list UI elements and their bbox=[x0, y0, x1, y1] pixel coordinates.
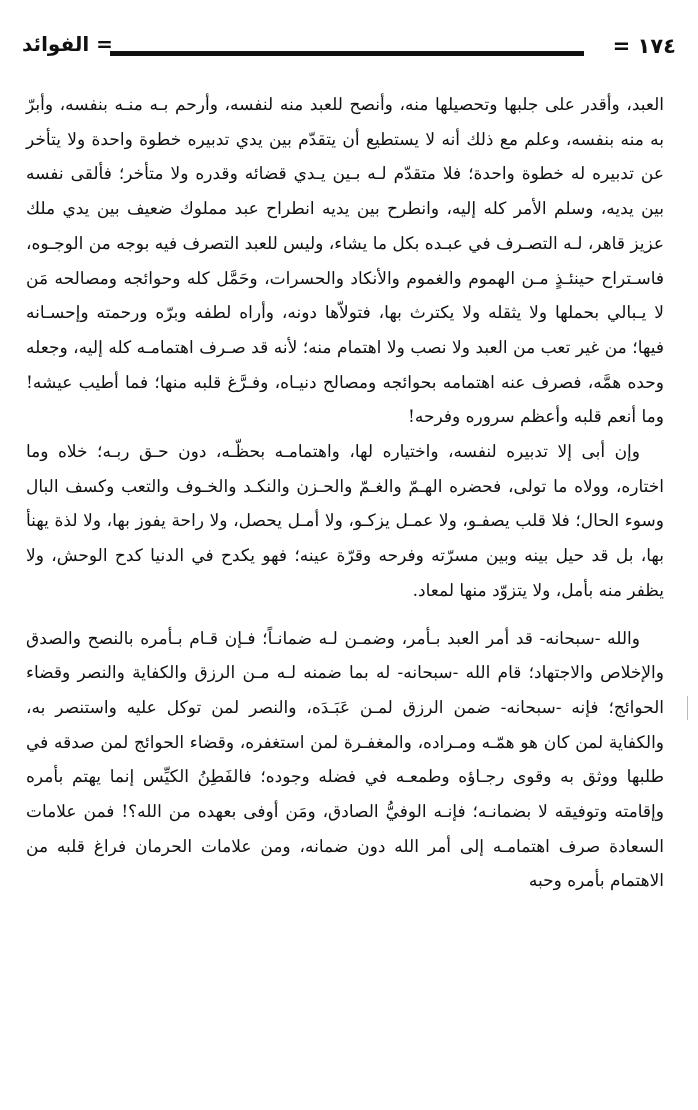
header-rule bbox=[110, 51, 584, 56]
page-header bbox=[22, 30, 676, 66]
page-number: ١٧٤ = bbox=[612, 34, 676, 58]
margin-mark bbox=[687, 696, 688, 720]
body-text bbox=[26, 88, 664, 899]
paragraph-3: والله -سبحانه- قد أمر العبد بـأمر، وضمـن لـه ضمانـاً؛ فـإن قـام بـأمره بالنصح والصدق والإخلاص والاجتهاد؛ قام الله -سبحانه- له بما ضمنه لـه مـن الرزق والكفاية والنصر وقضاء الحوائج؛ فإنه -سبحانه- ضمن الرزق لمـن عَبَـدَه، والنصر لمن توكل عليه واستنصر به، والكفاية لمن كان هو همّـه ومـراده، والمغفـرة لمن استغفره، وقضاء الحوائج لمن صدقه في طلبها ووثق به وقوى رجـاؤه وطمعـه في فضله وجوده؛ فالفَطِنُ الكيِّس إنما يهتم بأمره وإقامته وتوفيقه لا بضمانـه؛ فإنـه الوفيُّ الصادق، ومَن أوفى بعهده من الله؟! فمن علامات السعادة صرف اهتمامـه إلى أمر الله دون ضمانه، ومن علامات الحرمان فراغ قلبه من الاهتمام بأمره وحبه bbox=[26, 628, 664, 892]
paragraph-1: العبد، وأقدر على جلبها وتحصيلها منه، وأنصح للعبد منه لنفسه، وأرحم بـه منـه بنفسه، وأبرّ به منه بنفسه، وعلم مع ذلك أنه لا يستطيع أن يتقدّم بين يدي تدبيره خطوة واحدة ولا يتأخر عن تدبيره له خطوة واحدة؛ فلا متقدّم لـه بـين يـدي قضائه وقدره ولا متأخر؛ فألقى نفسه بين يديه، وسلم الأمر كله إليه، وانطرح بين يديه انطراح عبد مملوك ضعيف بين يدي ملك عزيز قاهر، لـه التصـرف في عبـده بكل ما يشاء، وليس للعبد التصرف فيه بوجه من الوجـوه، فاسـتراح حينئـذٍ مـن الهموم والغموم والأنكاد والحسرات، وحَمَّل كله وحوائجه ومصالحه مَن لا يـبالي بحملها ولا يثقله ولا يكترث بها، فتولاّها دونه، وأراه لطفه وبرّه ورحمته وإحسـانه فيها؛ من غير تعب من العبد ولا نصب ولا اهتمام منه؛ لأنه قد صـرف اهتمامـه كله إليه، وجعله وحده همَّه، فصرف عنه اهتمامه بحوائجه ومصالح دنيـاه، وفـرَّغ قلبه منها؛ فما أطيب عيشه! وما أنعم قلبه وأعظم سروره وفرحه! bbox=[25, 95, 664, 428]
paragraph-2: وإن أبى إلا تدبيره لنفسه، واختياره لها، واهتمامـه بحظّـه، دون حـق ربـه؛ خلاه وما اختاره، وولاه ما تولى، فحضره الهـمّ والغـمّ والحـزن والنكـد والخـوف والتعب وكسف البال وسوء الحال؛ فلا قلب يصفـو، ولا عمـل يزكـو، ولا أمـل يحصل، ولا راحة يفوز بها، ولا لذة يهنأ بها، بل قد حيل بينه وبين مسرّته وفرحه وقرّة عينه؛ فهو يكدح في الدنيا كدح الوحش، ولا يظفر منه بأمل، ولا يتزوّد منها لمعاد. bbox=[26, 442, 664, 601]
book-title: = الفوائد bbox=[22, 32, 113, 56]
